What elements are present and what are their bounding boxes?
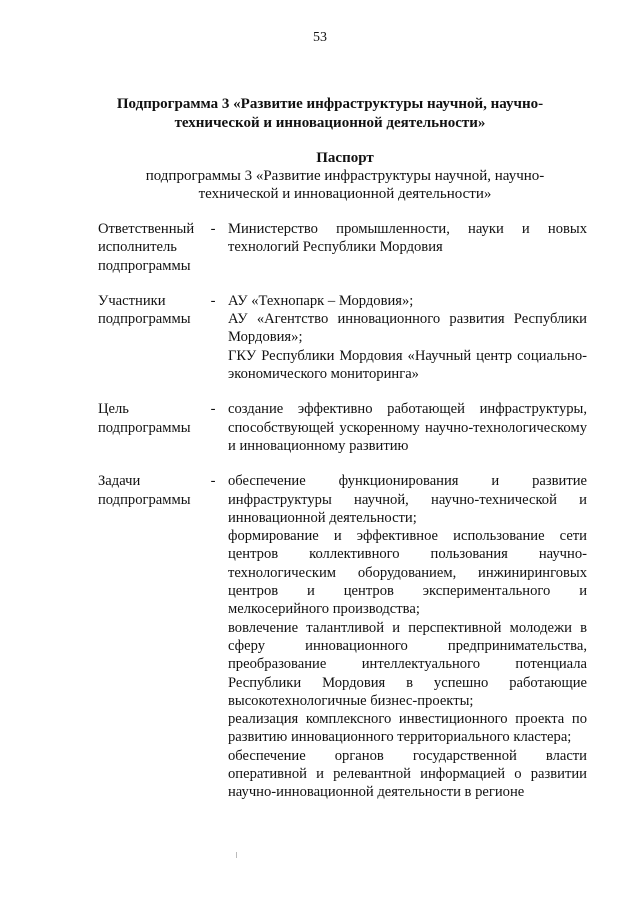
row-dash: - [210, 221, 216, 237]
row-label: Участники подпрограммы [98, 292, 191, 328]
row-label: Задачи подпрограммы [98, 473, 191, 508]
row-value [228, 220, 587, 257]
row-value-item: АУ «Технопарк – Мордовия»; [228, 292, 414, 309]
row-value-item: реализация комплексного инвестиционного проекта по развитию инновационного территориального кластера; [228, 711, 587, 746]
row-value [228, 292, 587, 383]
row-dash: - [210, 401, 216, 418]
row-value [228, 400, 587, 455]
row-label: Ответственный исполнитель подпрограммы [98, 221, 195, 274]
row-value-item: вовлечение талантливой и перспективной молодежи в сферу инновационного предпринимательства, преобразование интеллектуального потенциала Республики Мордовия в успешно работающие высокотехнологичные бизнес-проекты; [228, 619, 587, 709]
passport-row-participants [98, 292, 587, 383]
row-value-item: ГКУ Республики Мордовия «Научный центр социально-экономического мониторинга» [228, 347, 587, 383]
passport-row-responsible [98, 220, 587, 275]
subprogram-heading: Подпрограмма 3 «Развитие инфраструктуры научной, научно-технической и инновационной деятельности» [116, 96, 544, 131]
row-value-item: создание эффективно работающей инфраструктуры, способствующей ускоренному научно-технологическому и инновационному развитию [228, 401, 587, 454]
row-value-item: Министерство промышленности, науки и новых технологий Республики Мордовия [228, 221, 587, 256]
row-label: Цель подпрограммы [98, 401, 191, 436]
passport-title: Паспорт [316, 150, 374, 166]
passport-table [98, 220, 587, 802]
scan-mark [236, 852, 237, 858]
passport-subtitle: подпрограммы 3 «Развитие инфраструктуры научной, научно-технической и инновационной деятельности» [145, 168, 545, 202]
row-dash: - [210, 473, 216, 490]
row-value-item: формирование и эффективное использование сети центров коллективного пользования научно-технологическим оборудованием, инжиниринговых центров и центров экспериментального и мелкосерийного производства; [228, 528, 587, 618]
row-value [228, 472, 587, 801]
passport-row-tasks [98, 472, 587, 801]
page-number: 53 [313, 30, 327, 45]
row-value-item: обеспечение органов государственной власти оперативной и релевантной информацией о развитии научно-инновационной деятельности в регионе [228, 747, 587, 801]
row-dash: - [210, 292, 216, 309]
passport-row-goal [98, 400, 587, 455]
row-value-item: обеспечение функционирования и развитие инфраструктуры научной, научно-технической и инновационной деятельности; [228, 473, 587, 526]
row-value-item: АУ «Агентство инновационного развития Республики Мордовия»; [228, 311, 587, 346]
